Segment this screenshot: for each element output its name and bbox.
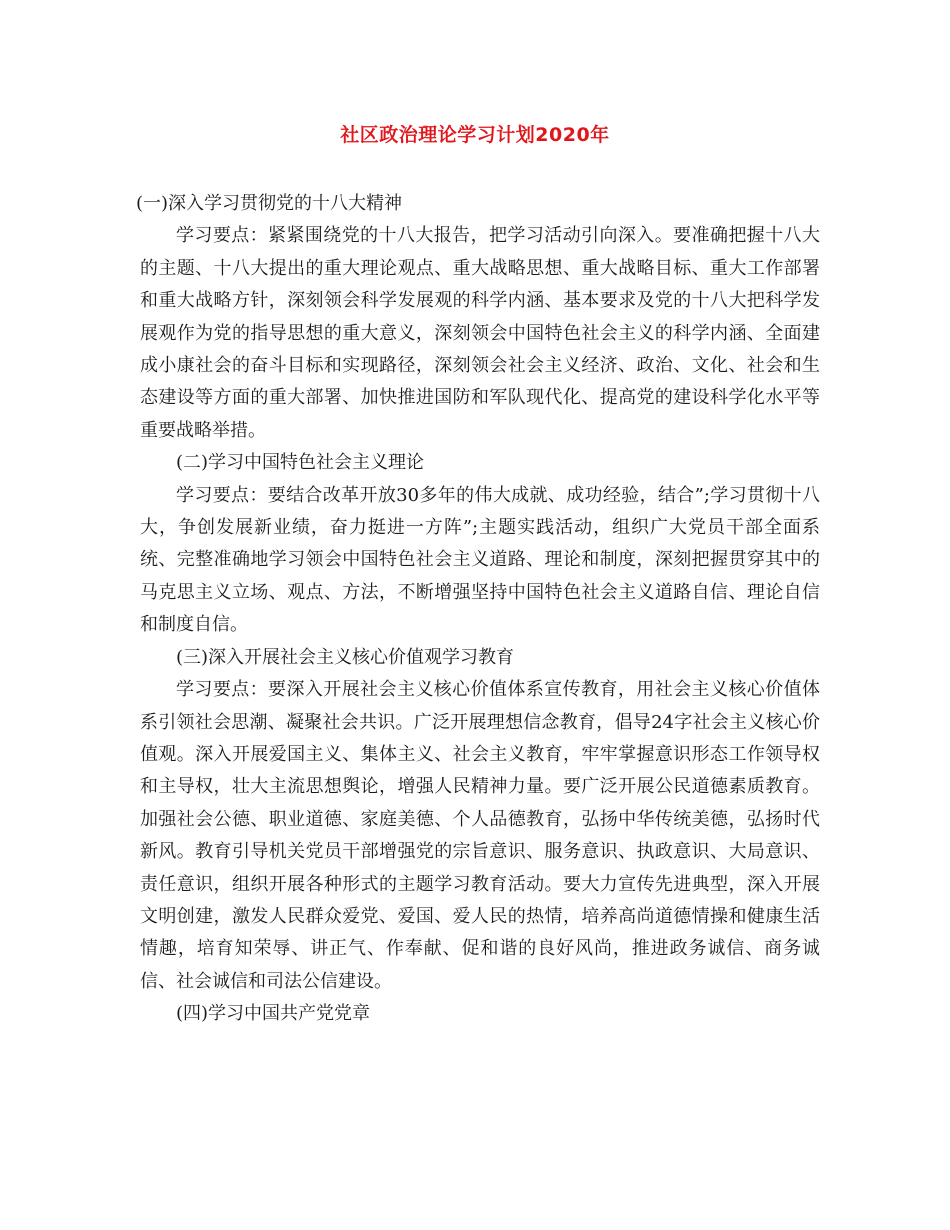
document-title: 社区政治理论学习计划2020年 (340, 124, 610, 146)
section-heading-2: (二)学习中国特色社会主义理论 (176, 452, 425, 474)
section-paragraph-3: 学习要点：要深入开展社会主义核心价值体系宣传教育，用社会主义核心价值体系引领社会思潮、凝聚社会共识。广泛开展理想信念教育，倡导24字社会主义核心价值观。深入开展爱国主义、集体主义、社会主义教育，牢牢掌握意识形态工作领导权和主导权，壮大主流思想舆论，增强人民精神力量。要广泛开展公民道德素质教育。加强社会公德、职业道德、家庭美德、个人品德教育，弘扬中华传统美德，弘扬时代新风。教育引导机关党员干部增强党的宗旨意识、服务意识、执政意识、大局意识、责任意识，组织开展各种形式的主题学习教育活动。要大力宣传先进典型，深入开展文明创建，激发人民群众爱党、爱国、爱人民的热情，培养高尚道德情操和健康生活情趣，培育知荣辱、讲正气、作奉献、促和谐的良好风尚，推进政务诚信、商务诚信、社会诚信和司法公信建设。 (140, 679, 820, 992)
section-paragraph-1: 学习要点：紧紧围绕党的十八大报告，把学习活动引向深入。要准确把握十八大的主题、十八大提出的重大理论观点、重大战略思想、重大战略目标、重大工作部署和重大战略方针，深刻领会科学发展观的科学内涵、基本要求及党的十八大把科学发展观作为党的指导思想的重大意义，深刻领会中国特色社会主义的科学内涵、全面建成小康社会的奋斗目标和实现路径，深刻领会社会主义经济、政治、文化、社会和生态建设等方面的重大部署、加快推进国防和军队现代化、提高党的建设科学化水平等重要战略举措。 (140, 225, 820, 441)
section-heading-1: (一)深入学习贯彻党的十八大精神 (136, 193, 403, 214)
section-heading-3: (三)深入开展社会主义核心价值观学习教育 (176, 646, 515, 668)
section-heading-4: (四)学习中国共产党党章 (176, 1003, 371, 1025)
section-paragraph-2: 学习要点：要结合改革开放30多年的伟大成就、成功经验，结合”;学习贯彻十八大，争创发展新业绩，奋力挺进一方阵”;主题实践活动，组织广大党员干部全面系统、完整准确地学习领会中国特色社会主义道路、理论和制度，深刻把握贯穿其中的马克思主义立场、观点、方法，不断增强坚持中国特色社会主义道路自信、理论自信和制度自信。 (140, 484, 820, 636)
document-body (136, 188, 820, 1031)
